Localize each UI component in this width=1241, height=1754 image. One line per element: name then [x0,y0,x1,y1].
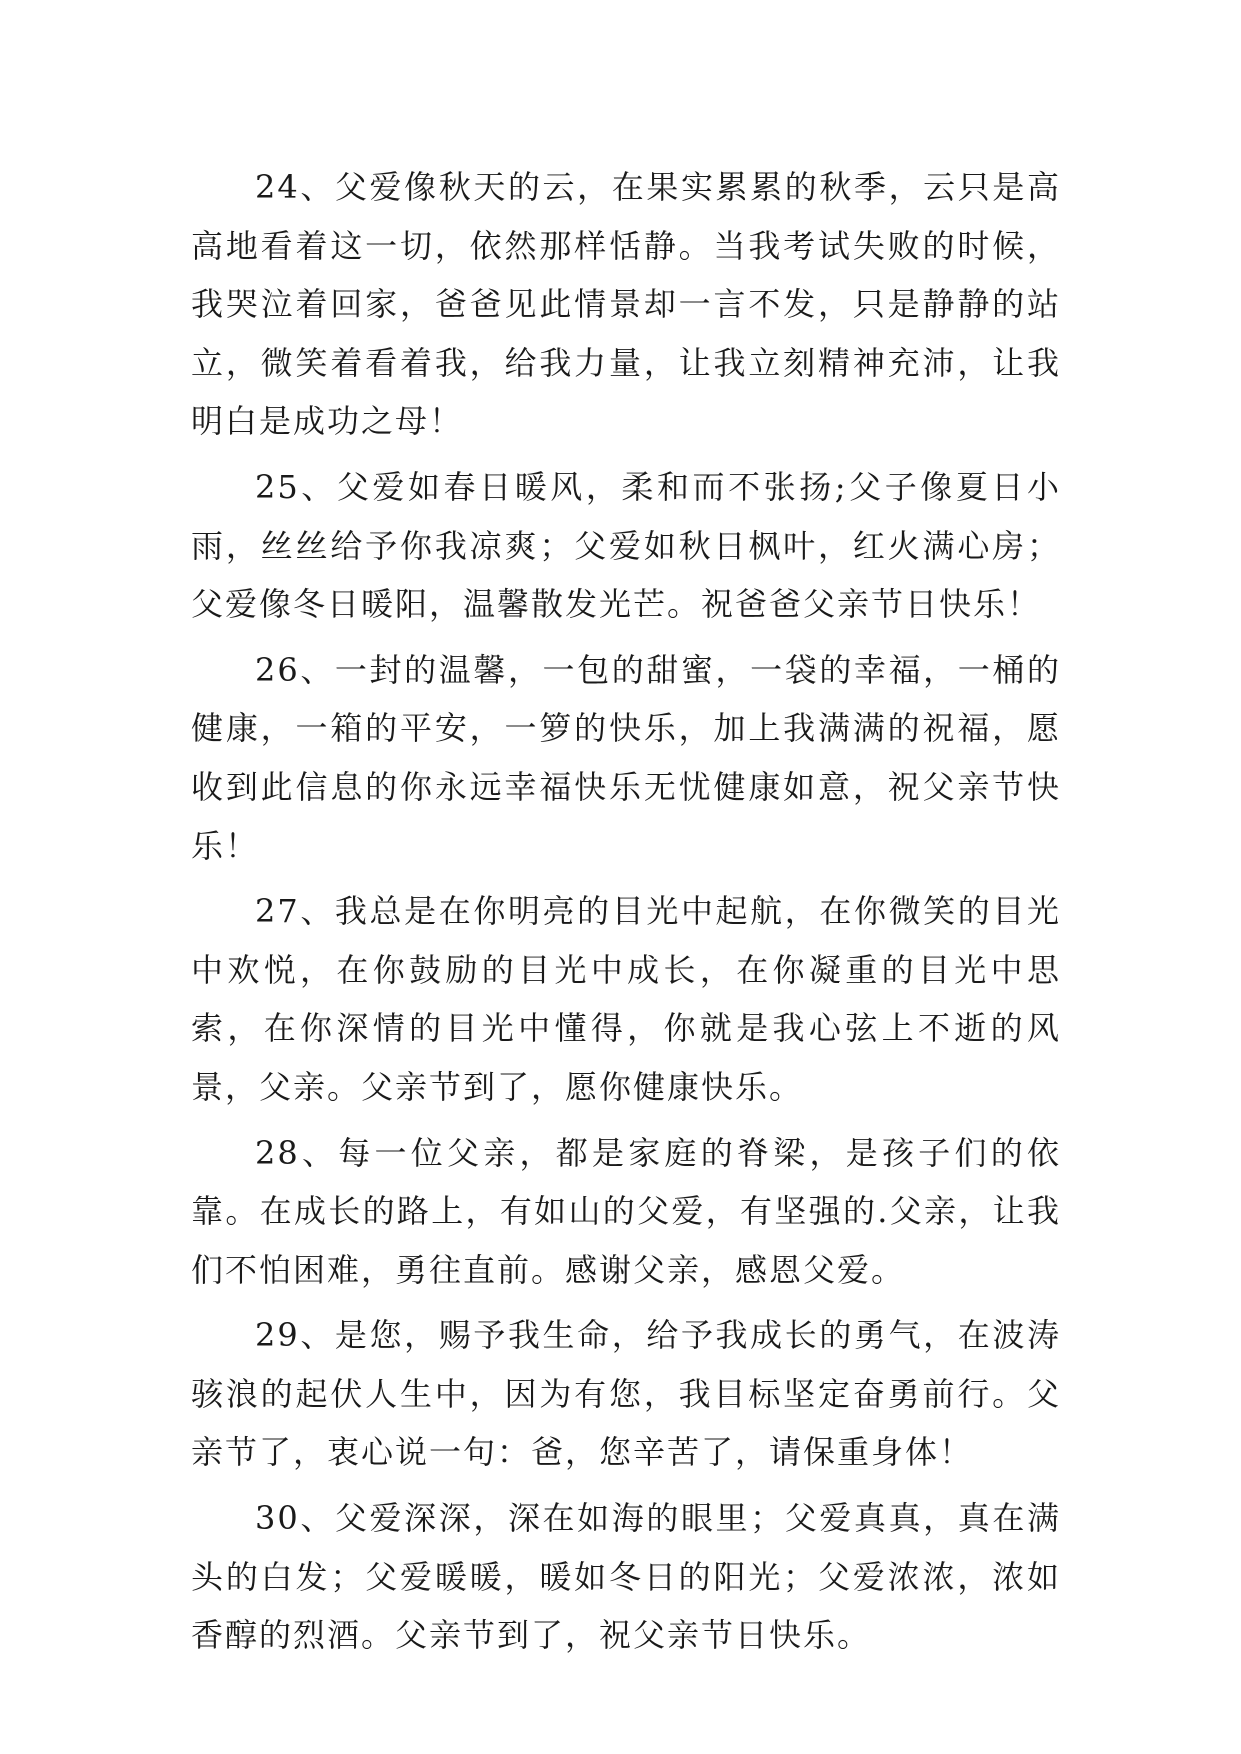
paragraph-25: 25、父爱如春日暖风，柔和而不张扬;父子像夏日小雨，丝丝给予你我凉爽；父爱如秋日枫叶，红火满心房；父爱像冬日暖阳，温馨散发光芒。祝爸爸父亲节日快乐！ [191,467,1061,624]
paragraph-29: 29、是您，赐予我生命，给予我成长的勇气，在波涛骇浪的起伏人生中，因为有您，我目标坚定奋勇前行。父亲节了，衷心说一句：爸，您辛苦了，请保重身体！ [191,1316,1061,1472]
paragraph-30: 30、父爱深深，深在如海的眼里；父爱真真，真在满头的白发；父爱暖暖，暖如冬日的阳光；父爱浓浓，浓如香醇的烈酒。父亲节到了，祝父亲节日快乐。 [191,1499,1061,1655]
paragraph-27: 27、我总是在你明亮的目光中起航，在你微笑的目光中欢悦，在你鼓励的目光中成长，在你凝重的目光中思索，在你深情的目光中懂得，你就是我心弦上不逝的风景，父亲。父亲节到了，愿你健康快乐。 [191,892,1061,1106]
document-body [191,158,1061,1672]
paragraph-24: 24、父爱像秋天的云，在果实累累的秋季，云只是高高地看着这一切，依然那样恬静。当我考试失败的时候，我哭泣着回家，爸爸见此情景却一言不发，只是静静的站立，微笑着看着我，给我力量，让我立刻精神充沛，让我明白是成功之母！ [191,168,1061,441]
paragraph-26: 26、一封的温馨，一包的甜蜜，一袋的幸福，一桶的健康，一箱的平安，一箩的快乐，加上我满满的祝福，愿收到此信息的你永远幸福快乐无忧健康如意，祝父亲节快乐！ [191,650,1061,865]
paragraph-28: 28、每一位父亲，都是家庭的脊梁，是孩子们的依靠。在成长的路上，有如山的父爱，有坚强的.父亲，让我们不怕困难，勇往直前。感谢父亲，感恩父爱。 [191,1133,1061,1289]
